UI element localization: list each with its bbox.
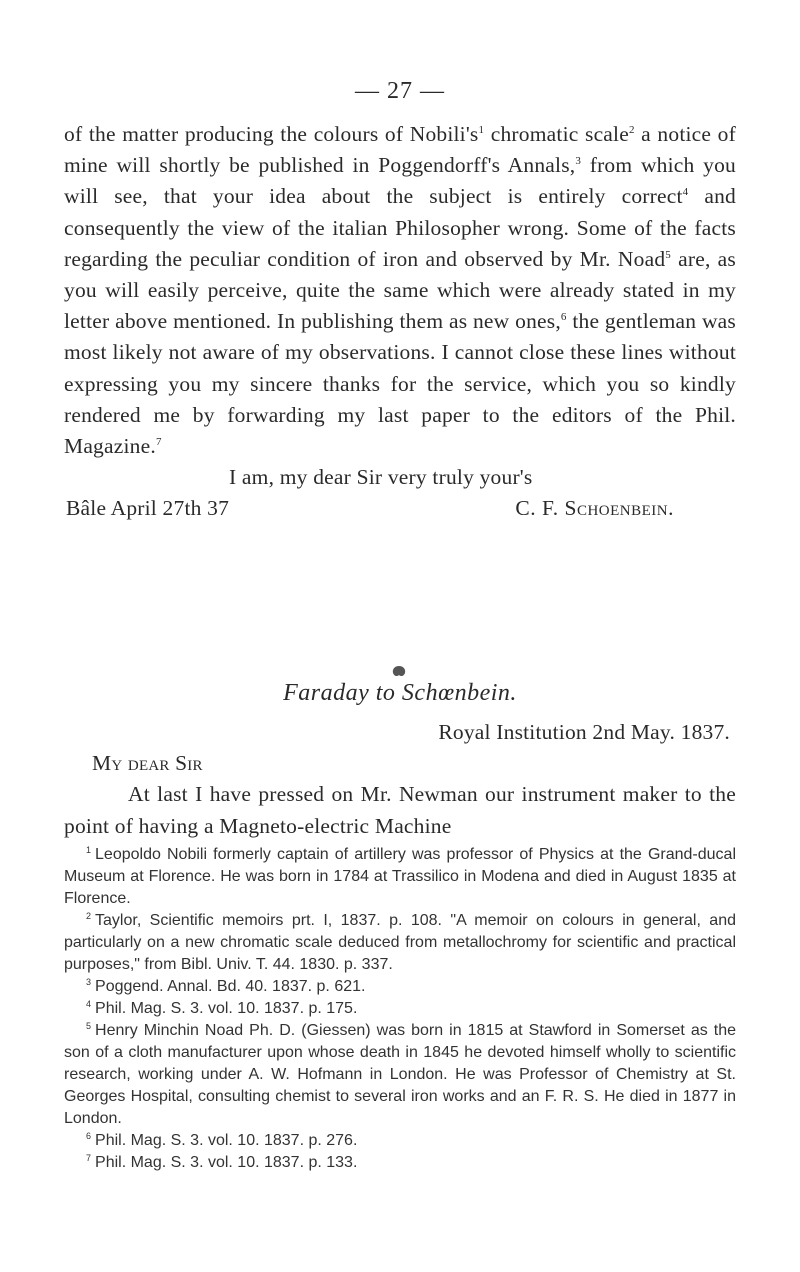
page-number: — 27 — [355,78,445,104]
footnote-text: Phil. Mag. S. 3. vol. 10. 1837. p. 133. [95,1154,358,1171]
signature-row [64,493,674,524]
footnote [64,1020,736,1130]
footnote [64,844,736,910]
text-segment: of the matter producing the colours of Nobili's [64,122,479,146]
footnote-ref: 6 [560,311,567,324]
text-segment: the gentleman was most likely not aware of my observations. I cannot close these lines without expressing you my sincere thanks for the service, which you so kindly rendered me by forwarding my last paper to the editors of the Phil. Magazine. [64,309,736,459]
footnote-ref: 3 [575,155,582,168]
footnote [64,1152,736,1174]
letter-paragraph: At last I have pressed on Mr. Newman our instrument maker to the point of having a Magneto-electric Machine [64,782,736,838]
footnote-ref: 2 [628,124,635,136]
signature: C. F. Schoenbein. [515,496,674,521]
footnote-mark: 2 [86,911,92,921]
letter-schoenbein [64,119,736,525]
text-segment: from which you will see, that your idea about the subject is entirely correct [64,153,736,209]
footnote-text: Taylor, Scientific memoirs prt. I, 1837. p. 108. "A memoir on colours in general, and particularly on a new chromatic scale deduced from metallochromy for scientific and practical purposes," from Bibl. Univ. T. 44. 1830. p. 337. [64,912,736,973]
footnote-mark: 1 [86,845,92,855]
footnote-mark: 7 [86,1153,92,1163]
text-segment: chromatic scale [484,122,629,146]
closing-line: I am, my dear Sir very truly your's [229,465,533,490]
date-line: Royal Institution 2nd May. 1837. [438,720,730,744]
fleuron-svg [389,664,409,680]
footnote-ref: 5 [665,248,671,261]
text-segment: and consequently the view of the italian Philosopher wrong. Some of the facts regarding the peculiar condition of iron and observed by Mr. Noad [64,184,736,271]
letter-paragraph [64,119,736,462]
footnote-ref: 7 [155,436,162,449]
footnote-text: Leopoldo Nobili formerly captain of artillery was professor of Physics at the Grand-ducal Museum at Florence. He was born in 1784 at Trassilico in Modena and died in August 1835 at Florence. [64,846,736,907]
letter-title: Faraday to Schœnbein. [283,680,517,706]
place-date: Bâle April 27th 37 [66,496,230,521]
footnote-text: Henry Minchin Noad Ph. D. (Giessen) was born in 1815 at Stawford in Somerset as the son of a cloth manufacturer upon whose death in 1845 he devoted himself wholly to scientific research, working under A. W. Hofmann in London. He was Professor of Chemistry at St. Georges Hospital, consulting chemist to several iron works and an F. R. S. He died in 1877 in London. [64,1022,736,1127]
footnote [64,910,736,976]
footnote-ref: 4 [682,186,689,199]
footnote [64,1130,736,1152]
letter-faraday [64,717,736,842]
salutation: My dear Sir [92,751,203,776]
footnote-text: Poggend. Annal. Bd. 40. 1837. p. 621. [95,978,366,995]
footnote-mark: 4 [86,999,92,1009]
footnote-mark: 5 [86,1021,92,1031]
footnote-ref: 1 [478,124,485,136]
footnote-mark: 3 [86,977,92,987]
footnote-text: Phil. Mag. S. 3. vol. 10. 1837. p. 175. [95,1000,358,1017]
text-segment: a notice of mine will shortly be published in Poggendorff's Annals, [64,122,736,178]
footnote-mark: 6 [86,1131,92,1141]
text-segment: are, as you will easily perceive, quite the same which were already stated in my letter above mentioned. In publishing them as new ones, [64,246,736,334]
footnote-text: Phil. Mag. S. 3. vol. 10. 1837. p. 276. [95,1132,358,1149]
footnote [64,998,736,1020]
footnote [64,976,736,998]
footnotes [64,844,736,1174]
